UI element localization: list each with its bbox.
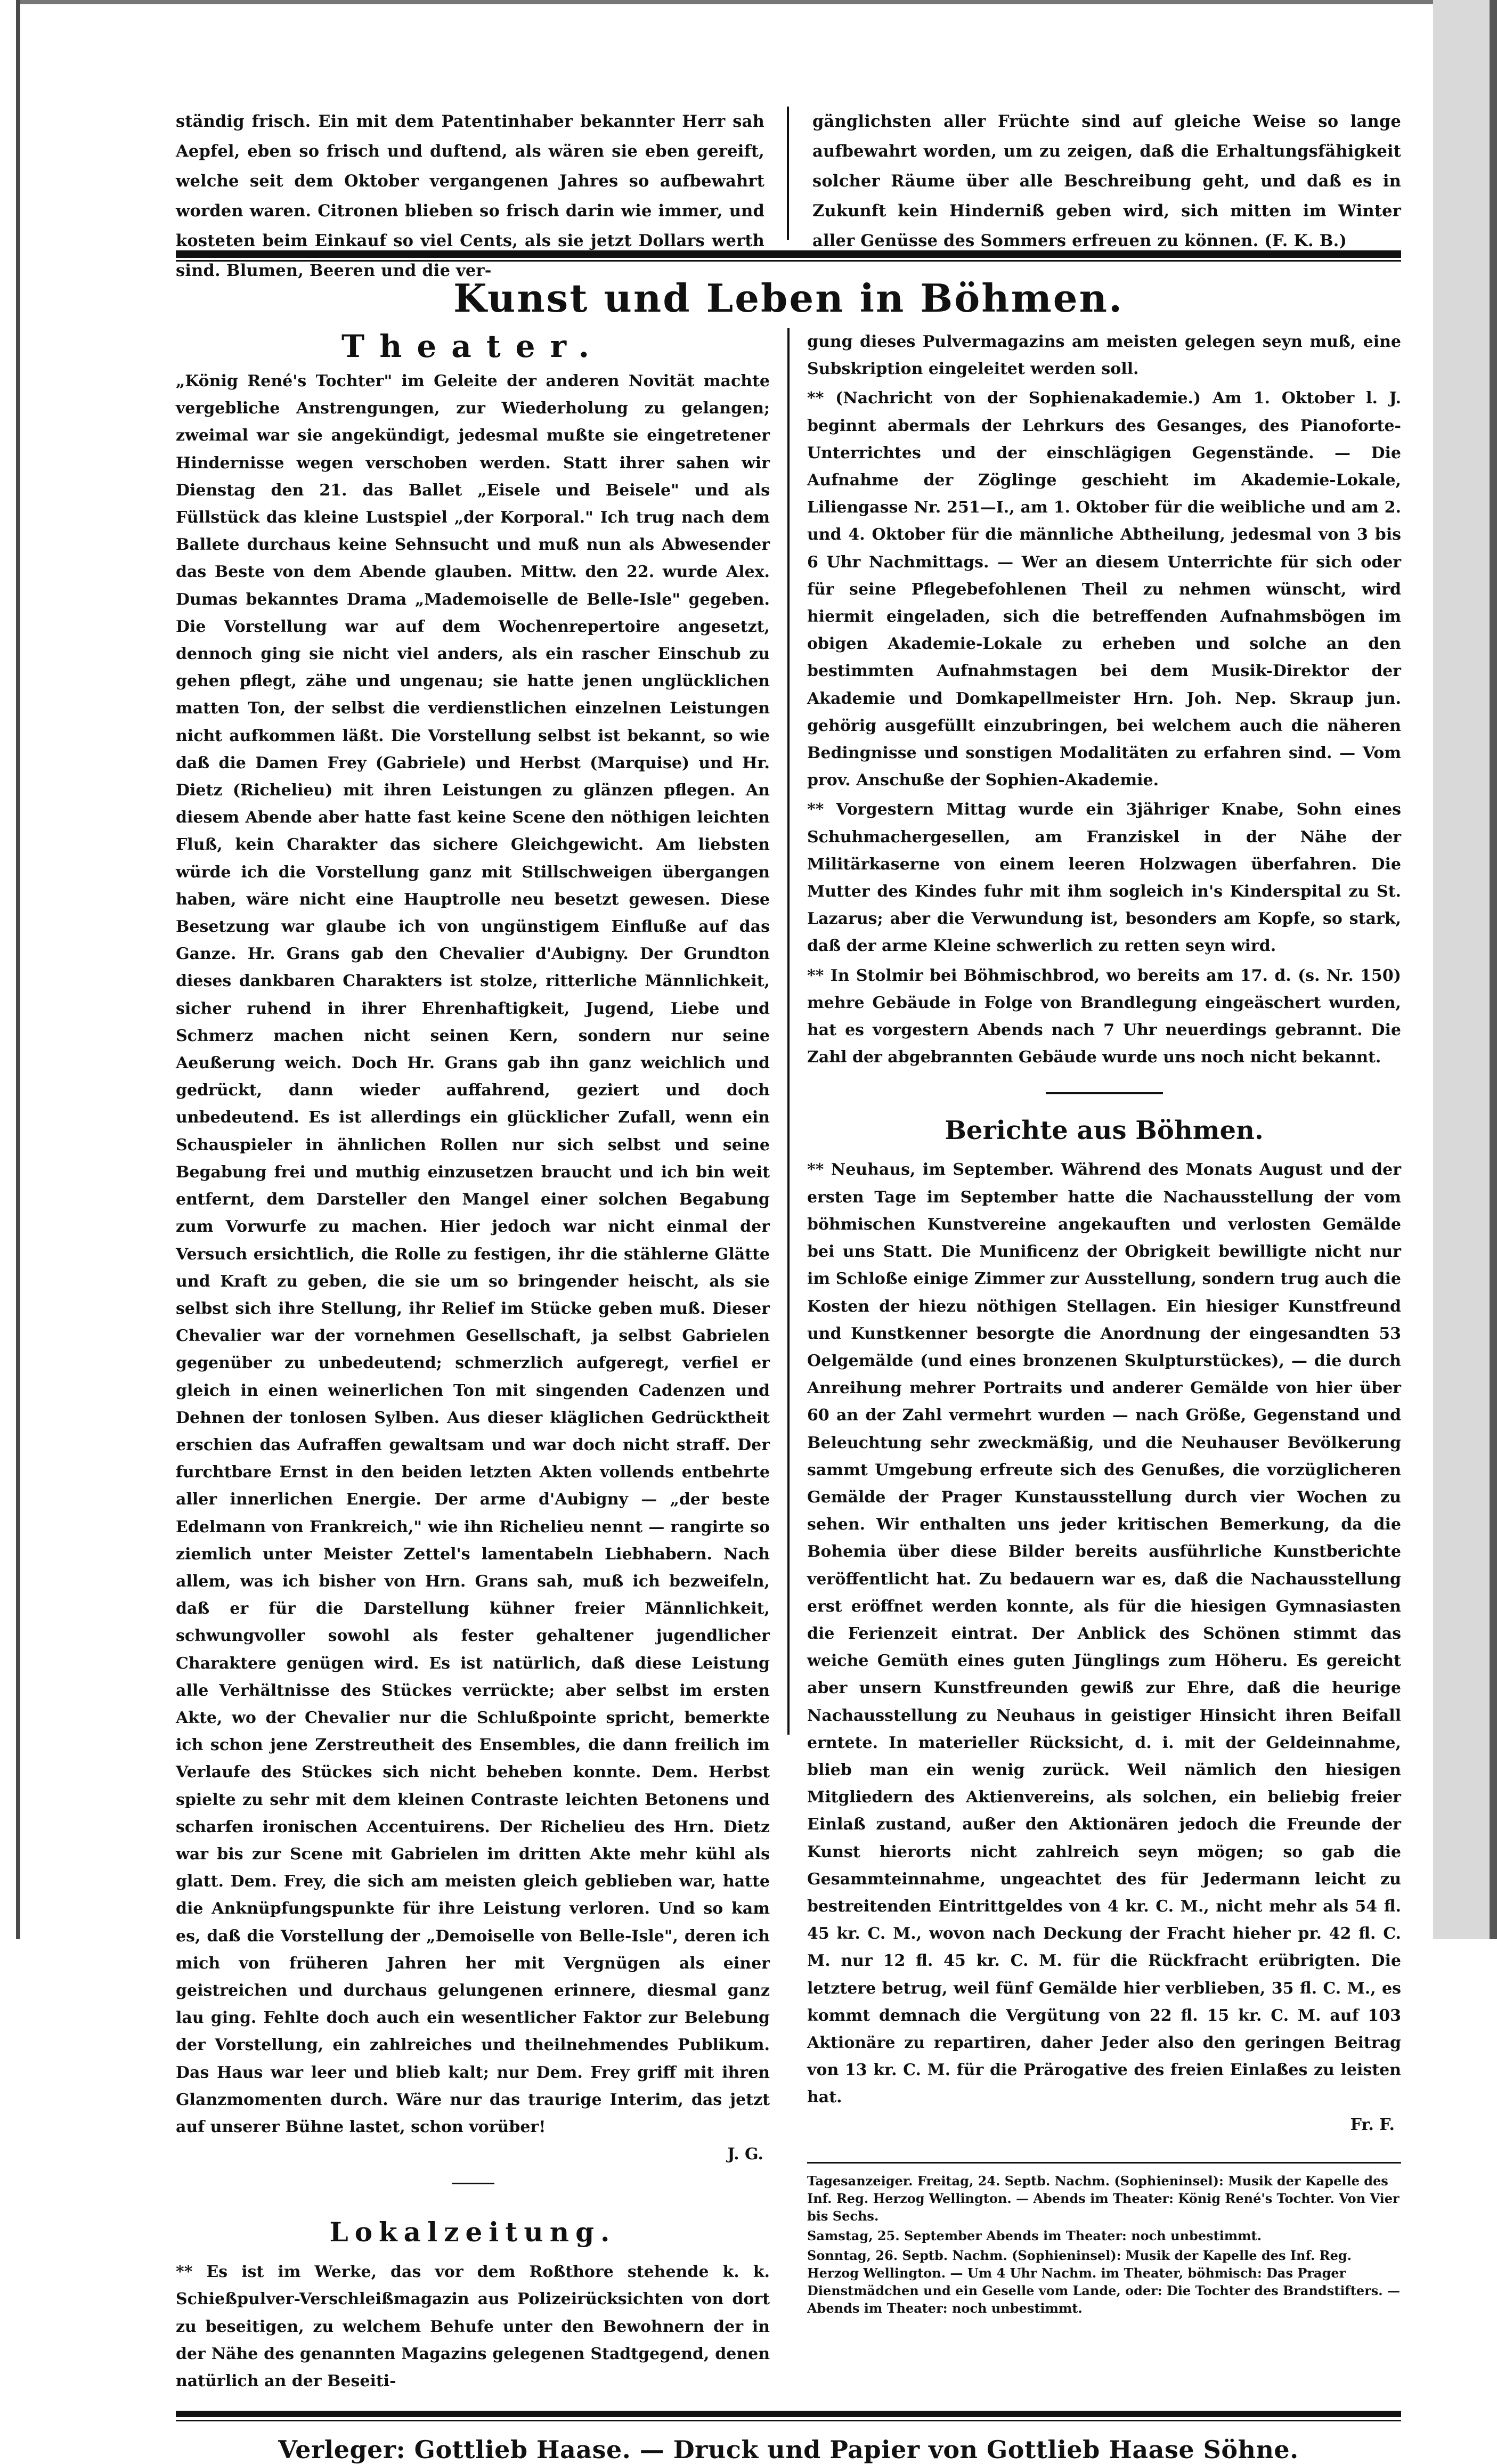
newspaper-page [176,107,1401,2464]
scan-edge-right-dark [1490,0,1497,1939]
theater-article: „König René's Tochter" im Geleite der anderen Novität machte vergebliche Anstrengungen, zur Wiederholung zu gelangen; zweimal war sie angekündigt, jedesmal mußte sie eingetretener Hindernisse wegen verschoben werden. Statt ihrer sahen wir Dienstag den 21. das Ballet „Eisele und Beisele" und als Füllstück das kleine Lustspiel „der Korporal." Ich trug nach dem Ballete durchaus keine Sehnsucht und muß nun als Abwesender das Beste von dem Abende glauben. Mittw. den 22. wurde Alex. Dumas bekanntes Drama „Mademoiselle de Belle-Isle" gegeben. Die Vorstellung war auf dem Wochenrepertoire angesetzt, dennoch ging sie nicht viel anders, als ein rascher Einschub zu gehen pflegt, zähe und ungenau; sie hatte jenen unglücklichen matten Ton, der selbst die verdienstlichen einzelnen Leistungen nicht aufkommen läßt. Die Vorstellung selbst ist bekannt, so wie daß die Damen Frey (Gabriele) und Herbst (Marquise) und Hr. Dietz (Richelieu) mit ihren Leistungen zu glänzen pflegen. An diesem Abende aber hatte fast keine Scene den nöthigen leichten Fluß, kein Charakter das sichere Gleichgewicht. Am liebsten würde ich die Vorstellung ganz mit Stillschweigen übergangen haben, wäre nicht eine Hauptrolle neu besetzt gewesen. Diese Besetzung war glaube ich von ungünstigem Einfluße auf das Ganze. Hr. Grans gab den Chevalier d'Aubigny. Der Grundton dieses dankbaren Charakters ist stolze, ritterliche Männlichkeit, sicher ruhend in ihrer Ehrenhaftigkeit, Jugend, Liebe und Schmerz machen nicht seinen Kern, sondern nur seine Aeußerung weich. Doch Hr. Grans gab ihn ganz weichlich und gedrückt, dann wieder auffahrend, geziert und doch unbedeutend. Es ist allerdings ein glücklicher Zufall, wenn ein Schauspieler in ähnlichen Rollen nur sich selbst und seine Begabung frei und muthig einzusetzen braucht und ich bin weit entfernt, dem Darsteller den Mangel einer solchen Begabung zum Vorwurfe zu machen. Hier jedoch war nicht einmal der Versuch ersichtlich, die Rolle zu festigen, ihr die stählerne Glätte und Kraft zu geben, die sie um so bringender heischt, als sie selbst sich ihre Stellung, ihr Relief im Stücke geben muß. Dieser Chevalier war der vornehmen Gesellschaft, ja selbst Gabrielen gegenüber zu unbedeutend; schmerzlich aufgeregt, verfiel er gleich in einen weinerlichen Ton mit singenden Cadenzen und Dehnen der tonlosen Sylben. Aus dieser kläglichen Gedrücktheit erschien das Aufraffen gewaltsam und war doch nicht straff. Der furchtbare Ernst in den beiden letzten Akten vollends entbehrte aller innerlichen Energie. Der arme d'Aubigny — „der beste Edelmann von Frankreich," wie ihn Richelieu nennt — rangirte so ziemlich unter Meister Zettel's lamentabeln Liebhabern. Nach allem, was ich bisher von Hrn. Grans sah, muß ich bezweifeln, daß er für die Darstellung kühner freier Männlichkeit, schwungvoller sowohl als fester gehaltener jugendlicher Charaktere genügen wird. Es ist natürlich, daß diese Leistung alle Verhältnisse des Stückes verrückte; aber selbst im ersten Akte, wo der Chevalier nur die Schlußpointe spricht, bemerkte ich schon jene Zerstreutheit des Ensembles, die dann freilich im Verlaufe des Stückes sich nicht beheben konnte. Dem. Herbst spielte zu sehr mit dem kleinen Contraste leichten Betonens und scharfen ironischen Accentuirens. Der Richelieu des Hrn. Dietz war bis zur Scene mit Gabrielen im dritten Akte mehr kühl als glatt. Dem. Frey, die sich am meisten gleich geblieben war, hatte die Anknüpfungspunkte für ihre Leistung verloren. Und so kam es, daß die Vorstellung der „Demoiselle von Belle-Isle", deren ich mich von früheren Jahren her mit Vergnügen als einer geistreichen und durchaus gelungenen erinnere, diesmal ganz lau ging. Fehlte doch auch ein wesentlicher Faktor zur Belebung der Vorstellung, ein zahlreiches und theilnehmendes Publikum. Das Haus war leer und blieb kalt; nur Dem. Frey griff mit ihren Glanzmomenten durch. Wäre nur das traurige Interim, das jetzt auf unserer Bühne lastet, schon vorüber! [176,372,770,2136]
column-separator [787,328,790,1735]
berichte-divider [1046,1092,1163,1094]
scan-edge-top [16,0,1433,4]
news-item-sophienakademie: ** (Nachricht von der Sophienakademie.) Am 1. Oktober l. J. beginnt abermals der Lehrkurs des Gesanges, des Pianoforte-Unterrichtes und der einschlägigen Gegenstände. — Die Aufnahme der Zöglinge geschieht im Akademie-Lokale, Liliengasse Nr. 251—I., am 1. Oktober für die weibliche und am 2. und 4. Oktober für die männliche Abtheilung, jedesmal von 3 bis 6 Uhr Nachmittags. — Wer an diesem Unterrichte für sich oder für seine Pflegebefohlenen Theil zu nehmen wünscht, wird hiermit eingeladen, sich die betreffenden Aufnahmsbögen im obigen Akademie-Lokale zu erheben und solche an den bestimmten Aufnahmstagen bei dem Musik-Direktor der Akademie und Domkapellmeister Hrn. Joh. Nep. Skraup jun. gehörig ausgefüllt einzubringen, bei welchem auch die näheren Bedingnisse und sonstigen Modalitäten zu erfahren sind. — Vom prov. Anschuße der Sophien-Akademie. [807,389,1401,790]
berichte-heading: Berichte aus Böhmen. [945,1116,1264,1146]
news-item-pulvermagazin: gung dieses Pulvermagazins am meisten gelegen seyn muß, eine Subskription eingeleitet werden soll. [807,332,1401,379]
news-item-fire: ** In Stolmir bei Böhmischbrod, wo bereits am 17. d. (s. Nr. 150) mehre Gebäude in Folge von Brandlegung eingeäschert wurden, hat es vorgestern Abends nach 7 Uhr neuerdings gebrannt. Die Zahl der abgebrannten Gebäude wurde uns noch nicht bekannt. [807,966,1401,1067]
theater-heading: Theater. [341,328,604,364]
body-columns [176,328,1401,2395]
lokal-heading: Lokalzeitung. [329,2216,616,2248]
lokal-article: ** Es ist im Werke, das vor dem Roßthore stehende k. k. Schießpulver-Verschleißmagazin aus Polizeirücksichten von dort zu beseitigen, zu welchem Behufe unter den Bewohnern der in der Nähe des genannten Magazins gelegenen Stadtgegend, denen natürlich an der Beseiti- [176,2263,770,2391]
tagesanzeiger [807,2162,1401,2317]
berichte-article: ** Neuhaus, im September. Während des Monats August und der ersten Tage im September hatte die Nachausstellung der vom böhmischen Kunstvereine angekauften und verlosten Gemälde bei uns Statt. Die Munificenz der Obrigkeit bewilligte nicht nur im Schloße einige Zimmer zur Ausstellung, sondern trug auch die Kosten der hiezu nöthigen Stellagen. Ein hiesiger Kunstfreund und Kunstkenner besorgte die Anordnung der eingesandten 53 Oelgemälde (und eines bronzenen Skulpturstückes), — die durch Anreihung mehrer Portraits und anderer Gemälde von hier über 60 an der Zahl vermehrt wurden — nach Größe, Gegenstand und Beleuchtung sehr zweckmäßig, und die Neuhauser Bevölkerung sammt Umgebung erfreute sich des Genußes, die vorzüglicheren Gemälde der Prager Kunstausstellung durch vier Wochen zu sehen. Wir enthalten uns jeder kritischen Bemerkung, da die Bohemia über diese Bilder bereits ausführliche Kunstberichte veröffentlicht hat. Zu bedauern war es, daß die Nachausstellung erst eröffnet werden konnte, als für die hiesigen Gymnasiasten die Ferienzeit eintrat. Der Anblick des Schönen stimmt das weiche Gemüth eines guten Jünglings zum Höheru. Es gereicht aber unsern Kunstfreunden gewiß zur Ehre, daß die heurige Nachausstellung zu Neuhaus in geistiger Hinsicht ihren Beifall erntete. In materieller Rücksicht, d. i. mit der Geldeinnahme, blieb man ein wenig zurück. Weil nämlich den hiesigen Mitgliedern des Aktienvereins, als solchen, ein beliebig freier Einlaß zustand, außer den Aktionären jedoch die Freunde der Kunst hierorts nicht zahlreich seyn mögen; so gab die Gesammteinnahme, ungeachtet des für Jedermann leicht zu bestreitenden Eintrittgeldes von 4 kr. C. M., nicht mehr als 54 fl. 45 kr. C. M., wovon nach Deckung der Fracht hieher pr. 42 fl. C. M. nur 12 fl. 45 kr. C. M. für die Rückfracht erübrigten. Die letztere betrug, weil fünf Gemälde hier verblieben, 35 fl. C. M., es kommt demnach die Vergütung von 22 fl. 15 kr. C. M. auf 103 Aktionäre zu repartiren, daher Jeder also den geringen Beitrag von 13 kr. C. M. für die Prärogative des freien Einlaßes zu leisten hat. [807,1160,1401,2107]
section-masthead: Kunst und Leben in Böhmen. [453,275,1124,321]
left-column [176,328,770,2395]
right-column [807,328,1401,2395]
berichte-signature: Fr. F. [1350,2115,1395,2134]
calendar-entry: Sonntag, 26. Septb. Nachm. (Sophieninsel): Musik der Kapelle des Inf. Reg. Herzog Wellington. — Um 4 Uhr Nachm. im Theater, böhmisch: Das Prager Dienstmädchen und ein Geselle vom Lande, oder: Die Tochter des Brandstifters. — Abends im Theater: noch unbestimmt. [807,2247,1400,2316]
footer-rule-thin [176,2420,1401,2421]
calendar-entry: Tagesanzeiger. Freitag, 24. Septb. Nachm. (Sophieninsel): Musik der Kapelle des Inf. Reg. Herzog Wellington. — Abends im Theater: König René's Tochter. Von Vier bis Sechs. [807,2173,1400,2224]
news-item-accident: ** Vorgestern Mittag wurde ein 3jähriger Knabe, Sohn eines Schuhmachergesellen, am Franziskel in der Nähe der Militärkaserne von einem leeren Holzwagen überfahren. Die Mutter des Kindes fuhr mit ihm sogleich in's Kinderspital zu St. Lazarus; aber die Verwundung ist, besonders am Kopfe, so stark, daß der arme Kleine schwerlich zu retten seyn wird. [807,800,1401,956]
continuation-right: gänglichsten aller Früchte sind auf gleiche Weise so lange aufbewahrt worden, um zu zeigen, daß die Erhaltungsfähigkeit solcher Räume über alle Beschreibung geht, und daß es in Zukunft kein Hinderniß geben wird, sich mitten im Winter aller Genüsse des Sommers erfreuen zu können. (F. K. B.) [812,112,1401,250]
calendar-entry: Samstag, 25. September Abends im Theater: noch unbestimmt. [807,2227,1262,2243]
imprint-footer: Verleger: Gottlieb Haase. — Druck und Papier von Gottlieb Haase Söhne. [278,2435,1299,2464]
footer-rule-heavy [176,2411,1401,2417]
top-column-separator [787,107,789,240]
theater-signature: J. G. [727,2145,763,2164]
scan-edge-right [1433,0,1497,1939]
scan-edge-left [16,0,20,1939]
continuation-left: ständig frisch. Ein mit dem Patentinhaber bekannter Herr sah Aepfel, eben so frisch und duftend, als wären sie eben gereift, welche seit dem Oktober vergangenen Jahres so aufbewahrt worden waren. Citronen blieben so frisch darin wie immer, und kosteten beim Einkauf so viel Cents, als sie jetzt Dollars werth sind. Blumen, Beeren und die ver- [176,112,764,280]
lokal-divider [452,2183,494,2184]
